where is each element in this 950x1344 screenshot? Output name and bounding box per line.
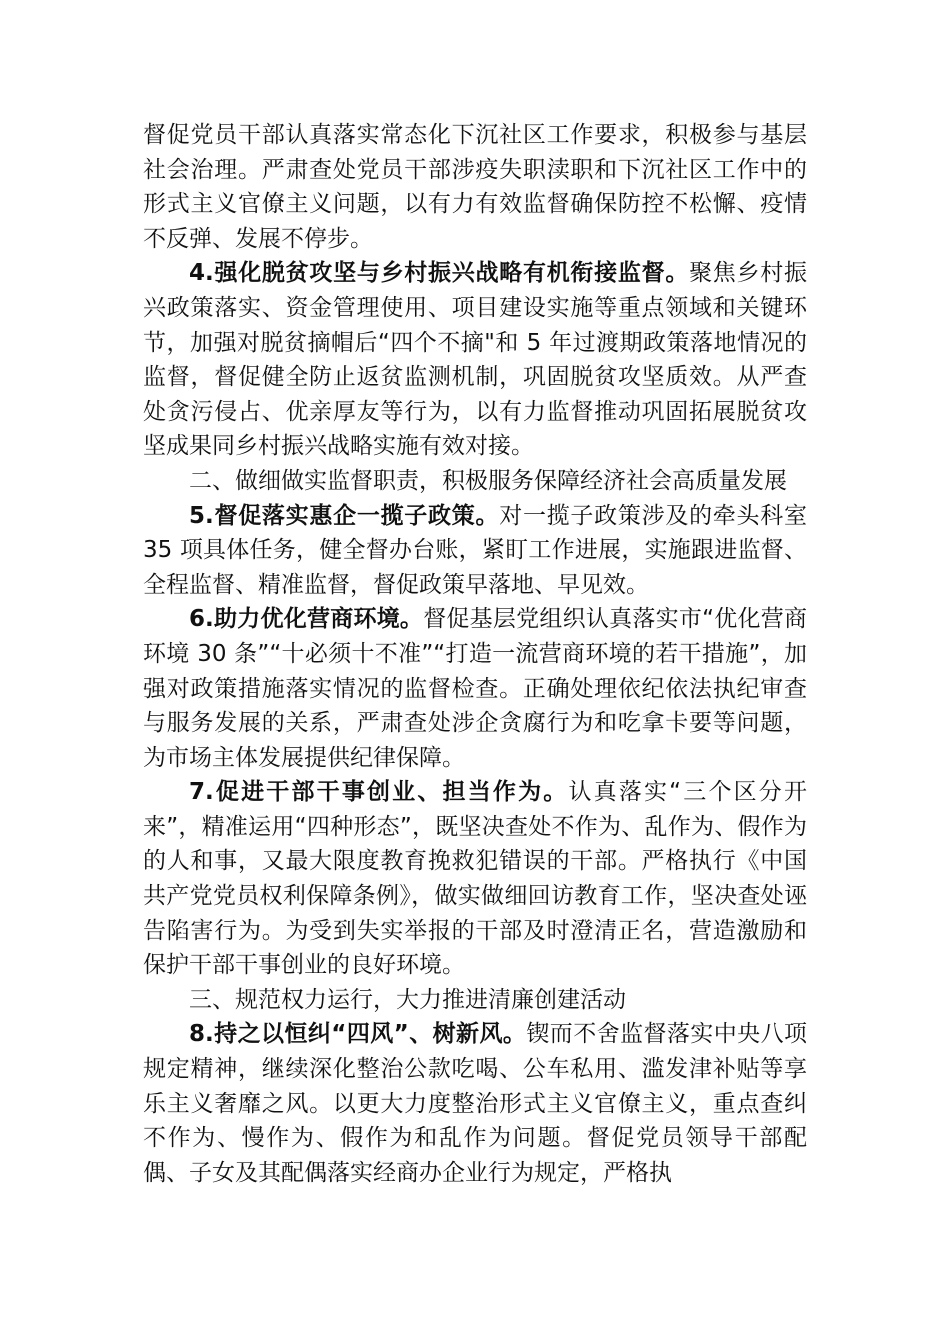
section-heading-text: 三、规范权力运行，大力推进清廉创建活动 [189,986,626,1013]
item-heading: 7.促进干部干事创业、担当作为。 [189,779,569,806]
paragraph-body: 对一揽子政策涉及的牵头科室 35 项具体任务，健全督办台账，紧盯工作进展，实施跟进监督、全程监督、精准监督，督促政策早落地、早见效。 [143,502,807,598]
item-heading: 8.持之以恒纠“四风”、树新风。 [189,1021,527,1048]
section-heading-text: 二、做细做实监督职责，积极服务保障经济社会高质量发展 [189,467,787,494]
item-heading: 4.强化脱贫攻坚与乡村振兴战略有机衔接监督。 [189,260,690,287]
paragraph-body: 聚焦乡村振兴政策落实、资金管理使用、项目建设实施等重点领域和关键环节，加强对脱贫摘帽后“四个不摘"和 5 年过渡期政策落地情况的监督，督促健全防止返贫监测机制，巩固脱贫攻坚质效。从严查处贪污侵占、优亲厚友等行为，以有力监督推动巩固拓展脱贫攻坚成果同乡村振兴战略实施有效对接。 [143,260,807,460]
paragraph-body: 锲而不舍监督落实中央八项规定精神，继续深化整治公款吃喝、公车私用、滥发津补贴等享乐主义奢靡之风。以更大力度整治形式主义官僚主义，重点查纠不作为、慢作为、假作为和乱作为问题。督促党员领导干部配偶、子女及其配偶落实经商办企业行为规定，严格执 [143,1021,808,1186]
paragraph-item-8 [143,1017,807,1190]
item-heading: 5.督促落实惠企一揽子政策。 [189,502,500,529]
paragraph-item-6 [143,602,807,775]
paragraph-body: 认真落实“三个区分开来”，精准运用“四种形态”，既坚决查处不作为、乱作为、假作为的人和事，又最大限度教育挽救犯错误的干部。严格执行《中国共产党党员权利保障条例》，做实做细回访教育工作，坚决查处诬告陷害行为。为受到失实举报的干部及时澄清正名，营造激励和保护干部干事创业的良好环境。 [143,779,807,979]
item-heading: 6.助力优化营商环境。 [189,606,424,633]
section-heading-2 [143,464,807,499]
paragraph-item-4 [143,256,807,464]
paragraph-item-7 [143,775,807,983]
document-page [143,118,807,1190]
paragraph-body: 督促党员干部认真落实常态化下沉社区工作要求，积极参与基层社会治理。严肃查处党员干部涉疫失职渎职和下沉社区工作中的形式主义官僚主义问题，以有力有效监督确保防控不松懈、疫情不反弹、发展不停步。 [143,122,807,252]
section-heading-3 [143,983,807,1018]
paragraph-item-5 [143,499,807,603]
paragraph-continuation [143,118,807,256]
paragraph-body: 督促基层党组织认真落实市“优化营商环境 30 条”“十必须十不准”“打造一流营商环境的若干措施”，加强对政策措施落实情况的监督检查。正确处理依纪依法执纪审查与服务发展的关系，严肃查处涉企贪腐行为和吃拿卡要等问题，为市场主体发展提供纪律保障。 [143,606,807,771]
